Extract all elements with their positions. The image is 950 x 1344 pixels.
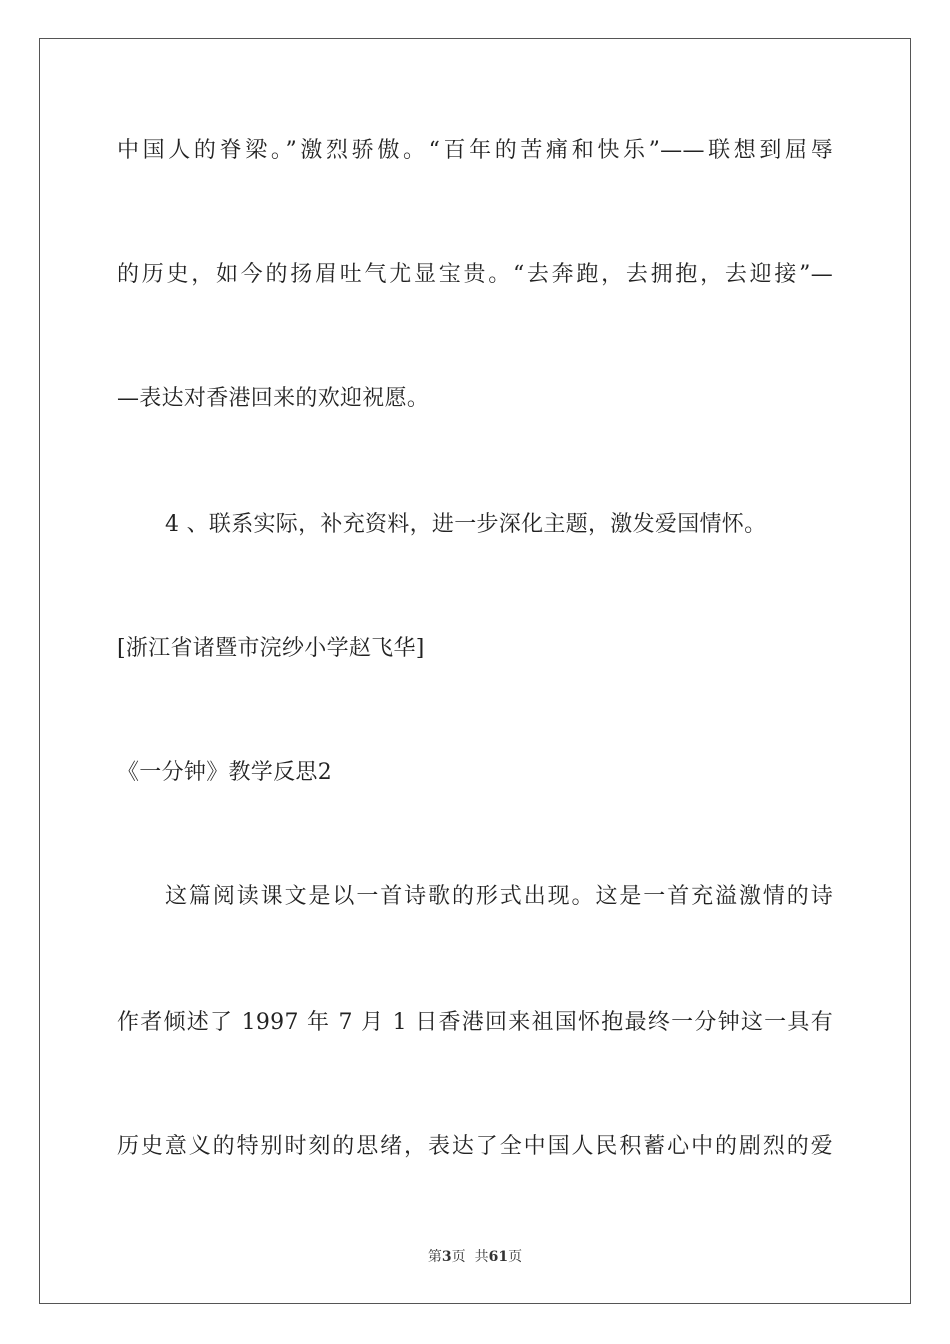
page-border	[39, 38, 911, 1304]
footer-suffix: 页	[508, 1249, 523, 1265]
section-heading: 《一分钟》教学反思2	[117, 760, 332, 785]
body-line-last: 历史意义的特别时刻的思绪，表达了全中国人民积蓄心中的剧烈的爱	[117, 1134, 833, 1159]
footer-prefix: 第	[427, 1249, 442, 1265]
page-footer	[0, 1248, 950, 1266]
body-line-1: 中国人的脊梁。”激烈骄傲。“百年的苦痛和快乐”——联想到屈辱	[117, 138, 833, 163]
footer-page-number: 3	[441, 1249, 452, 1265]
body-line-date: 作者倾述了 1997 年 7 月 1 日香港回来祖国怀抱最终一分钟这一具有	[117, 1010, 833, 1035]
body-line-paragraph-start: 这篇阅读课文是以一首诗歌的形式出现。这是一首充溢激情的诗	[165, 884, 833, 909]
body-line-2: 的历史，如今的扬眉吐气尤显宝贵。“去奔跑，去拥抱，去迎接”—	[117, 262, 833, 287]
footer-total-pages: 61	[488, 1249, 509, 1265]
body-line-4-point: 4 、联系实际，补充资料，进一步深化主题，激发爱国情怀。	[165, 512, 767, 537]
author-attribution: [浙江省诸暨市浣纱小学赵飞华]	[117, 636, 425, 661]
footer-middle: 页 共	[451, 1249, 489, 1265]
body-line-3: —表达对香港回来的欢迎祝愿。	[117, 386, 430, 411]
